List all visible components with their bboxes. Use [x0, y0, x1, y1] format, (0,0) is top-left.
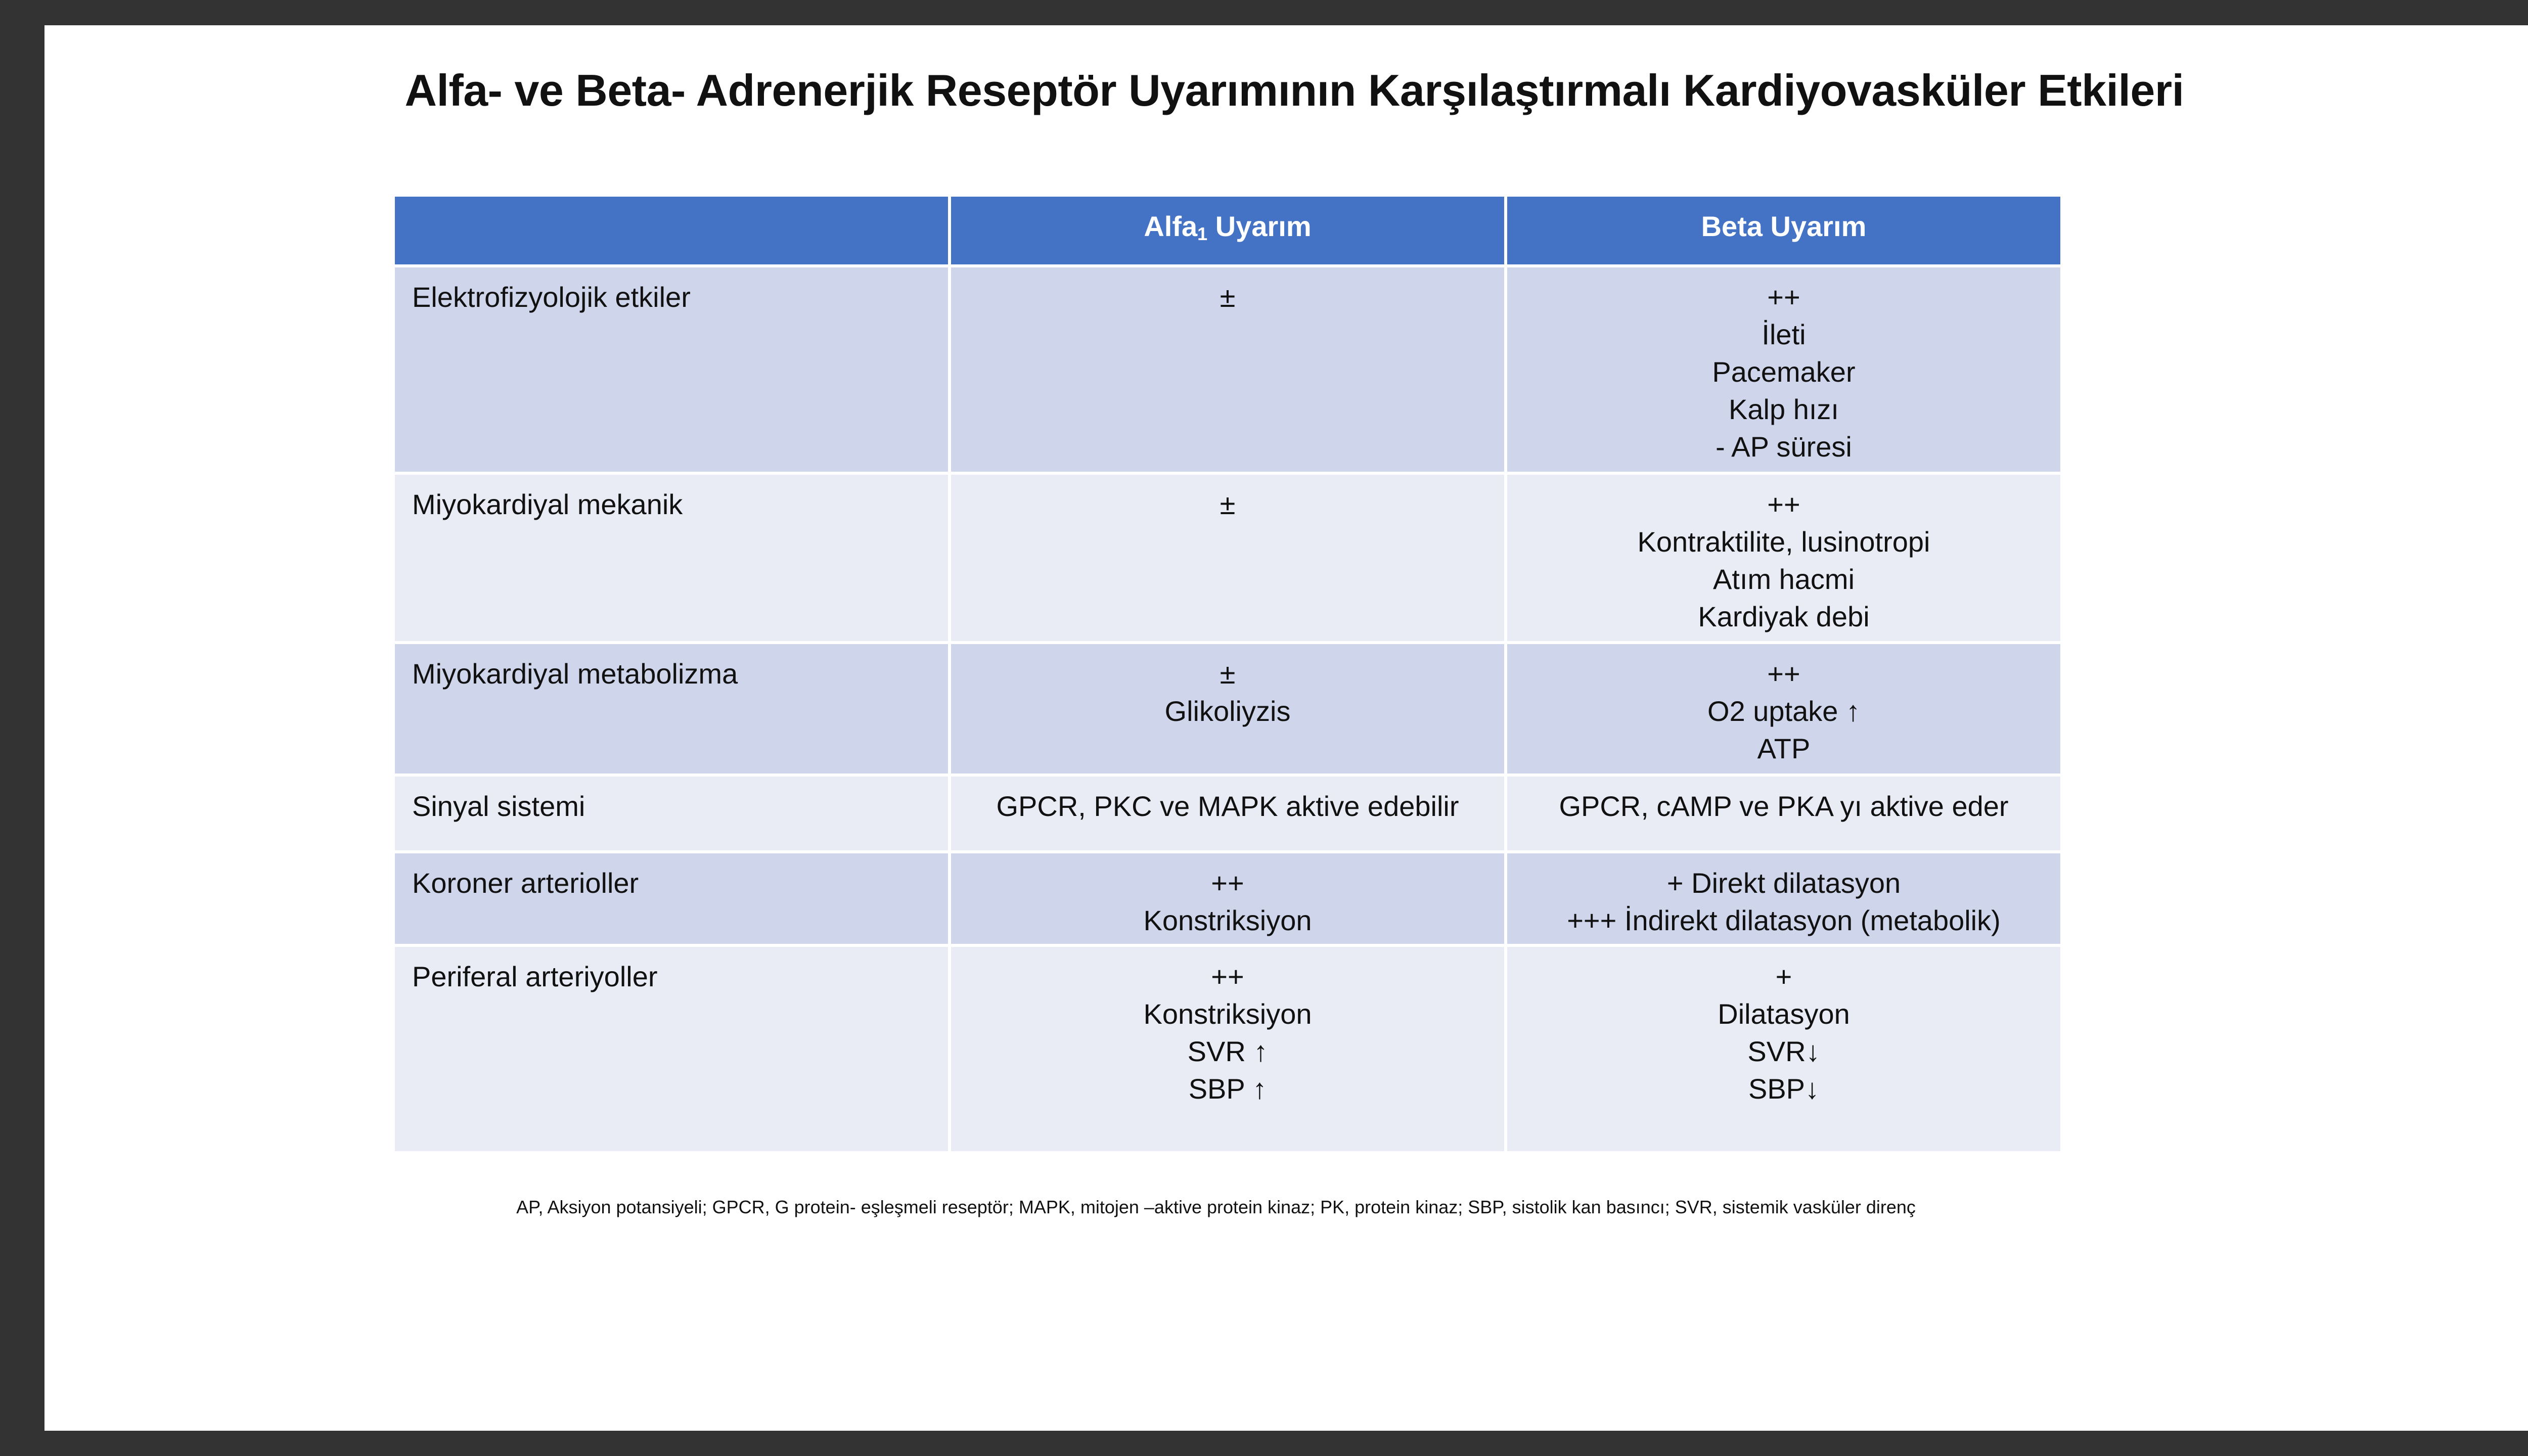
alpha-effect-line: Konstriksiyon — [1143, 904, 1312, 936]
beta-effect-line: SBP↓ — [1748, 1073, 1820, 1105]
table-header-row — [393, 195, 2062, 266]
header-alpha-cell — [950, 195, 1506, 266]
header-alpha-rest: Uyarım — [1207, 210, 1312, 242]
beta-effect-line: Pacemaker — [1712, 356, 1856, 388]
beta-effect-cell — [1506, 266, 2062, 473]
beta-effect-cell — [1506, 945, 2062, 1153]
beta-effect-line: Kontraktilite, lusinotropi — [1637, 526, 1930, 558]
beta-effect-line: ATP — [1757, 733, 1811, 764]
alpha-effect-line: ++ — [1211, 961, 1244, 992]
table-row — [393, 775, 2062, 852]
comparison-table — [392, 194, 2063, 1154]
beta-effect-line: ++ — [1767, 488, 1800, 520]
table-row — [393, 266, 2062, 473]
beta-effect-line: O2 uptake ↑ — [1707, 695, 1860, 727]
header-alpha-subscript: 1 — [1197, 223, 1208, 244]
alpha-effect-line: ++ — [1211, 867, 1244, 899]
beta-effect-line: - AP süresi — [1716, 431, 1852, 463]
alpha-effect-cell — [950, 643, 1506, 775]
header-beta-cell: Beta Uyarım — [1506, 195, 2062, 266]
beta-effect-line: ++ — [1767, 658, 1800, 690]
alpha-effect-line: ± — [1220, 281, 1236, 313]
table-body — [393, 266, 2062, 1153]
beta-effect-cell — [1506, 852, 2062, 945]
alpha-effect-line: ± — [1220, 488, 1236, 520]
beta-effect-cell — [1506, 643, 2062, 775]
alpha-effect-line: SVR ↑ — [1187, 1035, 1268, 1067]
beta-effect-line: + — [1775, 961, 1792, 992]
alpha-effect-cell — [950, 945, 1506, 1153]
beta-effect-line: Kalp hızı — [1729, 393, 1839, 425]
table-row — [393, 643, 2062, 775]
beta-effect-cell — [1506, 775, 2062, 852]
row-label: Miyokardiyal mekanik — [393, 473, 950, 643]
row-label: Miyokardiyal metabolizma — [393, 643, 950, 775]
header-empty-cell — [393, 195, 950, 266]
beta-effect-line: Kardiyak debi — [1698, 601, 1870, 632]
alpha-effect-line: Konstriksiyon — [1143, 998, 1312, 1030]
beta-effect-line: +++ İndirekt dilatasyon (metabolik) — [1567, 904, 2001, 936]
alpha-effect-cell — [950, 852, 1506, 945]
slide-title: Alfa- ve Beta- Adrenerjik Reseptör Uyarımının Karşılaştırmalı Kardiyovasküler Etkileri — [404, 65, 2184, 115]
alpha-effect-line: GPCR, PKC ve MAPK aktive edebilir — [996, 790, 1459, 822]
row-label: Sinyal sistemi — [393, 775, 950, 852]
row-label: Periferal arteriyoller — [393, 945, 950, 1153]
alpha-effect-line: ± — [1220, 658, 1236, 690]
table-row — [393, 945, 2062, 1153]
footnote: AP, Aksiyon potansiyeli; GPCR, G protein- eşleşmeli reseptör; MAPK, mitojen –aktive protein kinaz; PK, protein kinaz; SBP, sistolik kan basıncı; SVR, sistemik vasküler direnç — [516, 1197, 1916, 1217]
beta-effect-line: + Direkt dilatasyon — [1666, 867, 1901, 899]
row-label: Koroner arterioller — [393, 852, 950, 945]
row-label: Elektrofizyolojik etkiler — [393, 266, 950, 473]
beta-effect-line: İleti — [1762, 318, 1806, 350]
beta-effect-line: Dilatasyon — [1718, 998, 1850, 1030]
header-alpha-main: Alfa — [1144, 210, 1198, 242]
table-row — [393, 852, 2062, 945]
alpha-effect-cell — [950, 266, 1506, 473]
beta-effect-line: GPCR, cAMP ve PKA yı aktive eder — [1559, 790, 2009, 822]
table-row — [393, 473, 2062, 643]
alpha-effect-cell — [950, 775, 1506, 852]
alpha-effect-line: SBP ↑ — [1188, 1073, 1267, 1105]
beta-effect-line: ++ — [1767, 281, 1800, 313]
alpha-effect-line: Glikoliyzis — [1164, 695, 1291, 727]
beta-effect-cell — [1506, 473, 2062, 643]
alpha-effect-cell — [950, 473, 1506, 643]
beta-effect-line: SVR↓ — [1747, 1035, 1820, 1067]
beta-effect-line: Atım hacmi — [1712, 563, 1855, 595]
